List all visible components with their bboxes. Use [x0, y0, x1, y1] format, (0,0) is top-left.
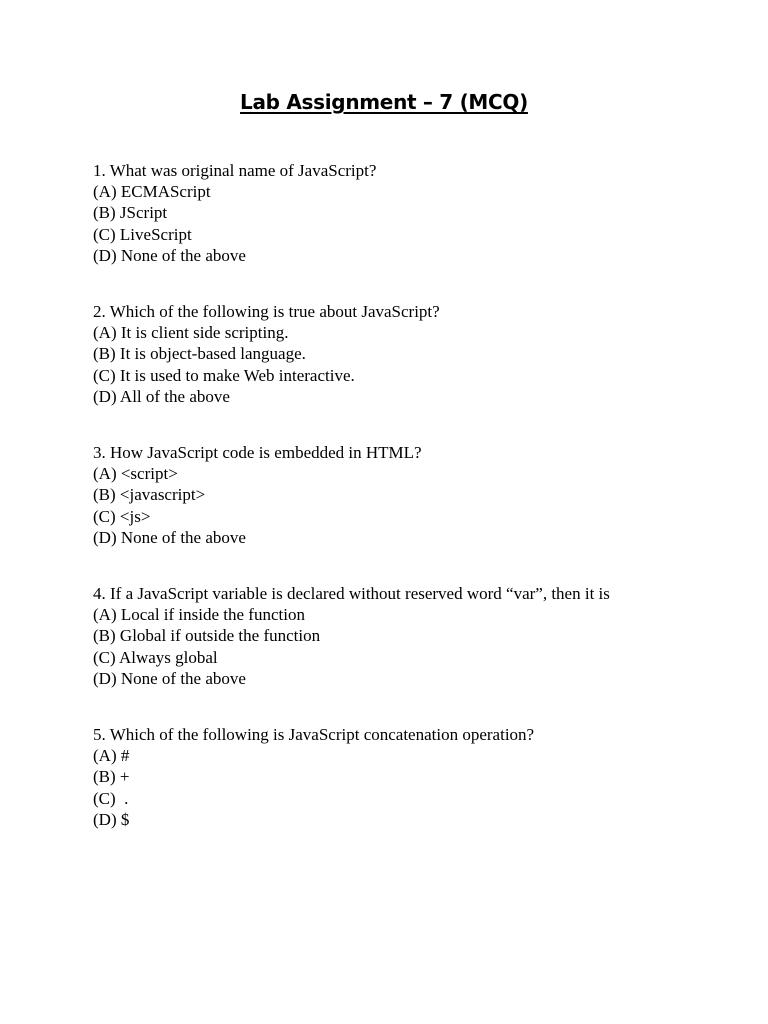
question-5-option-a: (A) #: [93, 746, 130, 766]
question-1: [93, 160, 733, 266]
question-4-option-b: (B) Global if outside the function: [93, 626, 321, 646]
question-1-option-a: (A) ECMAScript: [93, 182, 211, 202]
question-4-option-d: (D) None of the above: [93, 668, 246, 688]
question-3-option-a: (A) <script>: [93, 464, 178, 484]
question-5-text: 5. Which of the following is JavaScript concatenation operation?: [93, 725, 535, 744]
question-3-option-d: (D) None of the above: [93, 527, 246, 547]
question-2: [93, 301, 733, 407]
question-2-option-b: (B) It is object-based language.: [93, 344, 306, 364]
question-1-option-b: (B) JScript: [93, 203, 168, 223]
question-5-option-c: (C) .: [93, 788, 129, 808]
question-3-text: 3. How JavaScript code is embedded in HTML?: [93, 443, 422, 462]
question-4-option-a: (A) Local if inside the function: [93, 605, 305, 625]
question-3: [93, 442, 733, 548]
document-title-text: Lab Assignment – 7 (MCQ): [240, 90, 528, 114]
question-3-option-c: (C) <js>: [93, 506, 151, 526]
document-title: [0, 88, 768, 116]
question-5-option-d: (D) $: [93, 809, 130, 829]
question-5-option-b: (B) +: [93, 767, 130, 787]
question-5: [93, 724, 733, 830]
question-1-option-c: (C) LiveScript: [93, 224, 192, 244]
question-2-option-c: (C) It is used to make Web interactive.: [93, 365, 355, 385]
question-2-option-a: (A) It is client side scripting.: [93, 323, 289, 343]
question-4-text: 4. If a JavaScript variable is declared without reserved word “var”, then it is: [93, 584, 610, 603]
question-1-text: 1. What was original name of JavaScript?: [93, 161, 377, 180]
question-4-option-c: (C) Always global: [93, 647, 218, 667]
question-2-text: 2. Which of the following is true about JavaScript?: [93, 302, 440, 321]
question-1-option-d: (D) None of the above: [93, 245, 246, 265]
question-2-option-d: (D) All of the above: [93, 386, 230, 406]
question-3-option-b: (B) <javascript>: [93, 485, 206, 505]
question-4: [93, 583, 733, 689]
